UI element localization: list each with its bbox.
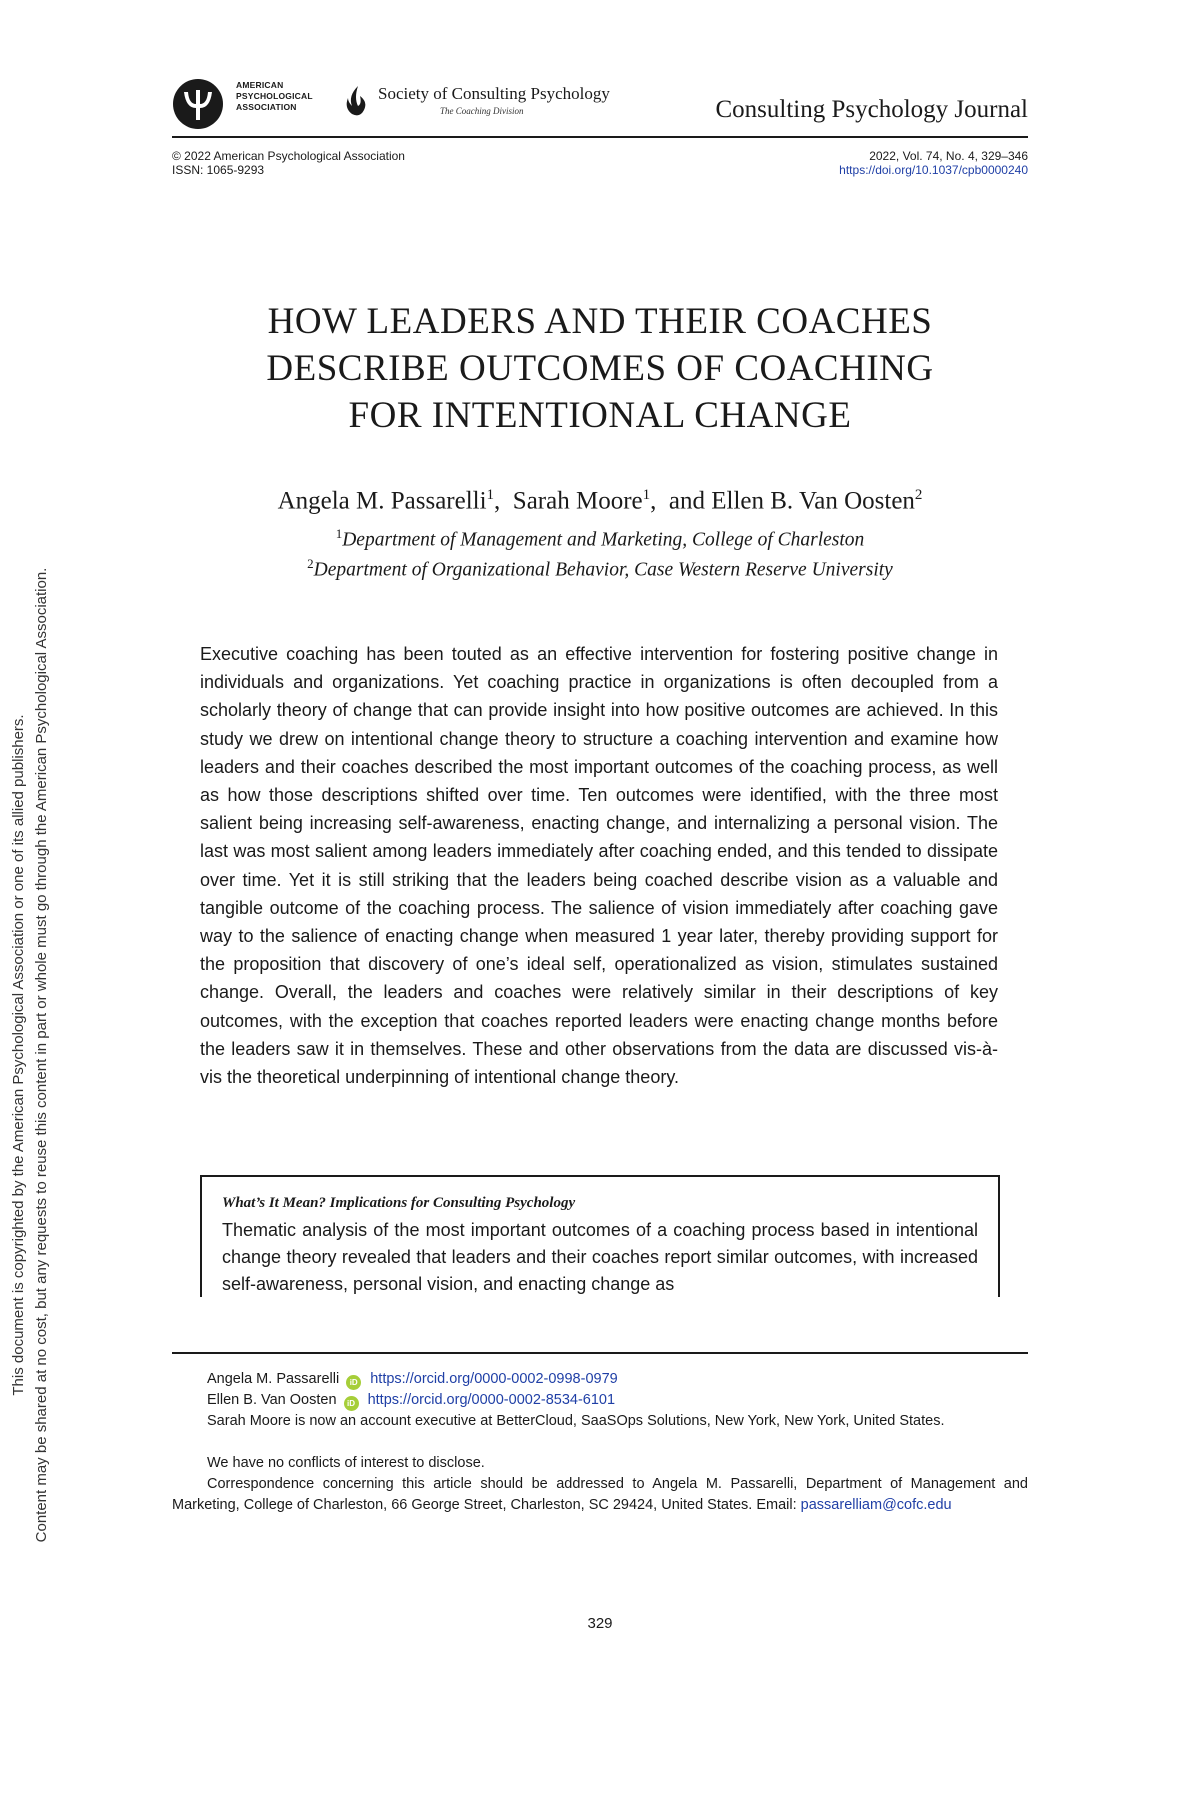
apa-wordmark-line: ASSOCIATION xyxy=(236,102,297,112)
orcid-author: Angela M. Passarelli xyxy=(207,1371,340,1387)
article-title xyxy=(150,298,1050,439)
copyright-sidebar: This document is copyrighted by the American Psychological Association or one of its allied publishers. xyxy=(10,714,27,1396)
implications-box xyxy=(200,1175,1000,1297)
orcid-author: Ellen B. Van Oosten xyxy=(207,1392,337,1408)
reuse-sidebar: Content may be shared at no cost, but any requests to reuse this content in part or whole must go through the American Psychological Association. xyxy=(33,567,50,1543)
affiliation xyxy=(120,526,1080,552)
affiliation-marker: 1 xyxy=(335,526,343,541)
orcid-link[interactable]: https://orcid.org/0000-0002-8534-6101 xyxy=(367,1392,616,1408)
title-line: DESCRIBE OUTCOMES OF COACHING xyxy=(266,348,934,389)
author-name: Angela M. Passarelli xyxy=(277,487,487,515)
author-affiliation-marker: 2 xyxy=(914,487,923,503)
abstract: Executive coaching has been touted as an effective intervention for fostering positive change in individuals and organizations. Yet coaching practice in organizations is often decoupled from a scholarly theory of change that can provide insight into how positive outcomes are achieved. In this study we drew on intentional change theory to structure a coaching intervention and examine how leaders and their coaches described the most important outcomes of the coaching process, as well as how those descriptions shifted over time. Ten outcomes were identified, with the three most salient being increasing self-awareness, enacting change, and internalizing a personal vision. The last was most salient among leaders immediately after coaching ended, and this tended to dissipate over time. Yet it is still striking that the leaders being coached describe vision as a valuable and tangible outcome of the coaching process. The salience of vision immediately after coaching gave way to the salience of enacting change when measured 1 year later, thereby providing support for the proposition that discovery of one’s ideal self, operationalized as vision, stimulates sustained change. Overall, the leaders and coaches were relatively similar in their descriptions of key outcomes, with the exception that coaches reported leaders were enacting change months before the leaders saw it in themselves. These and other observations from the data are discussed vis-à-vis the theoretical underpinning of intentional change theory. xyxy=(200,644,998,1088)
page-number: 329 xyxy=(587,1615,613,1632)
author-affiliation-marker: 1 xyxy=(486,487,495,503)
affiliation-marker: 2 xyxy=(307,556,314,571)
affiliation-text: Department of Organizational Behavior, Case Western Reserve University xyxy=(313,559,893,581)
orcid-icon: iD xyxy=(344,1396,359,1411)
title-line: HOW LEADERS AND THEIR COACHES xyxy=(267,301,933,342)
footnote-orcid xyxy=(207,1369,618,1390)
footnote-rule xyxy=(172,1352,1028,1354)
apa-wordmark xyxy=(236,80,326,113)
society-name: Society of Consulting Psychology xyxy=(378,84,610,103)
author-name: Ellen B. Van Oosten xyxy=(711,487,915,515)
author-name: Sarah Moore xyxy=(512,487,643,515)
apa-wordmark-line: AMERICAN xyxy=(236,80,284,90)
correspondence-text: Correspondence concerning this article should be addressed to Angela M. Passarelli, Department of Management and Marketing, College of Charleston, 66 George Street, Charleston, SC 29424, United States. Email: xyxy=(172,1476,1028,1513)
doi-link[interactable]: https://doi.org/10.1037/cpb0000240 xyxy=(839,163,1028,177)
email-link[interactable]: passarelliam@cofc.edu xyxy=(800,1497,952,1513)
issn: ISSN: 1065-9293 xyxy=(172,163,265,177)
orcid-icon: iD xyxy=(346,1375,361,1390)
footnote-conflict: We have no conflicts of interest to disclose. xyxy=(207,1455,485,1471)
implications-text: Thematic analysis of the most important outcomes of a coaching process based in intentional change theory revealed that leaders and their coaches report similar outcomes, with increased self-awareness, personal vision, and enacting change as xyxy=(222,1220,978,1294)
title-line: FOR INTENTIONAL CHANGE xyxy=(348,395,852,436)
author-conjunction: and xyxy=(668,487,705,515)
scp-flame-icon xyxy=(342,84,372,118)
footnote-author-note: Sarah Moore is now an account executive at BetterCloud, SaaSOps Solutions, New York, New York, United States. xyxy=(207,1413,945,1429)
journal-name: Consulting Psychology Journal xyxy=(715,96,1028,123)
header-rule xyxy=(172,136,1028,138)
volume-info: 2022, Vol. 74, No. 4, 329–346 xyxy=(869,149,1028,163)
footnote-correspondence xyxy=(172,1474,1028,1516)
affiliation xyxy=(120,556,1080,582)
apa-logo xyxy=(172,78,224,130)
author-affiliation-marker: 1 xyxy=(642,487,651,503)
apa-wordmark-line: PSYCHOLOGICAL xyxy=(236,91,313,101)
society-division: The Coaching Division xyxy=(440,106,524,116)
orcid-link[interactable]: https://orcid.org/0000-0002-0998-0979 xyxy=(370,1371,618,1387)
copyright-notice: © 2022 American Psychological Association xyxy=(172,149,405,163)
implications-heading: What’s It Mean? Implications for Consulting Psychology xyxy=(222,1195,576,1211)
affiliation-text: Department of Management and Marketing, College of Charleston xyxy=(342,529,865,551)
footnote-orcid xyxy=(207,1390,615,1411)
author-list: Angela M. Passarelli$^1$, Sarah Moore$^1$, and Ellen B. Van Oosten$^2$ xyxy=(277,487,923,515)
